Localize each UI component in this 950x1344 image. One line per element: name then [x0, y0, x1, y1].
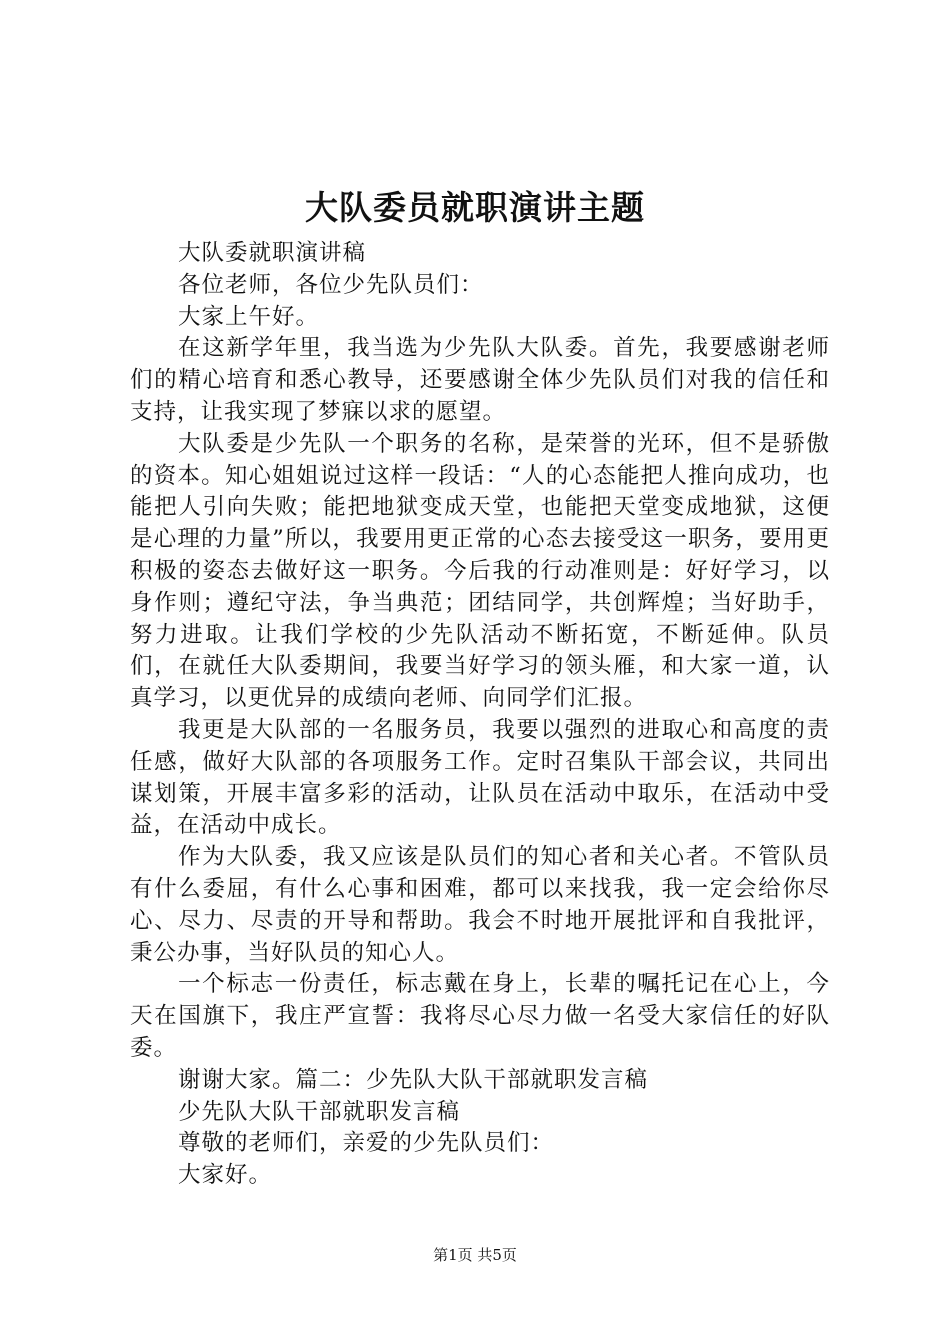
paragraph: 一个标志一份责任，标志戴在身上，长辈的嘱托记在心上，今天在国旗下，我庄严宣誓：我将尽心尽力做一名受大家信任的好队委。	[130, 971, 830, 1061]
paragraph: 尊敬的老师们，亲爱的少先队员们：	[178, 1130, 555, 1157]
paragraph: 谢谢大家。篇二：少先队大队干部就职发言稿	[178, 1066, 649, 1093]
page-number-footer: 第1页 共5页	[433, 1246, 517, 1264]
paragraph: 少先队大队干部就职发言稿	[178, 1098, 461, 1125]
document-body	[130, 238, 830, 1192]
paragraph: 各位老师，各位少先队员们：	[178, 271, 484, 298]
paragraph: 我更是大队部的一名服务员，我要以强烈的进取心和高度的责任感，做好大队部的各项服务工作。定时召集队干部会议，共同出谋划策，开展丰富多彩的活动，让队员在活动中取乐，在活动中受益，在活动中成长。	[130, 716, 830, 839]
paragraph: 大队委是少先队一个职务的名称，是荣誉的光环，但不是骄傲的资本。知心姐姐说过这样一段话：“人的心态能把人推向成功，也能把人引向失败；能把地狱变成天堂，也能把天堂变成地狱，这便是心理的力量”所以，我要用更正常的心态去接受这一职务，要用更积极的姿态去做好这一职务。今后我的行动准则是：好好学习，以身作则；遵纪守法，争当典范；团结同学，共创辉煌；当好助手，努力进取。让我们学校的少先队活动不断拓宽，不断延伸。队员们，在就任大队委期间，我要当好学习的领头雁，和大家一道，认真学习，以更优异的成绩向老师、向同学们汇报。	[130, 430, 830, 712]
page-title: 大队委员就职演讲主题	[305, 188, 645, 227]
paragraph: 作为大队委，我又应该是队员们的知心者和关心者。不管队员有什么委屈，有什么心事和困难，都可以来找我，我一定会给你尽心、尽力、尽责的开导和帮助。我会不时地开展批评和自我批评，秉公办事，当好队员的知心人。	[130, 844, 830, 966]
paragraph: 在这新学年里，我当选为少先队大队委。首先，我要感谢老师们的精心培育和悉心教导，还要感谢全体少先队员们对我的信任和支持，让我实现了梦寐以求的愿望。	[130, 335, 830, 425]
paragraph: 大家上午好。	[178, 303, 320, 330]
paragraph: 大家好。	[178, 1162, 273, 1189]
paragraph: 大队委就职演讲稿	[178, 240, 367, 266]
